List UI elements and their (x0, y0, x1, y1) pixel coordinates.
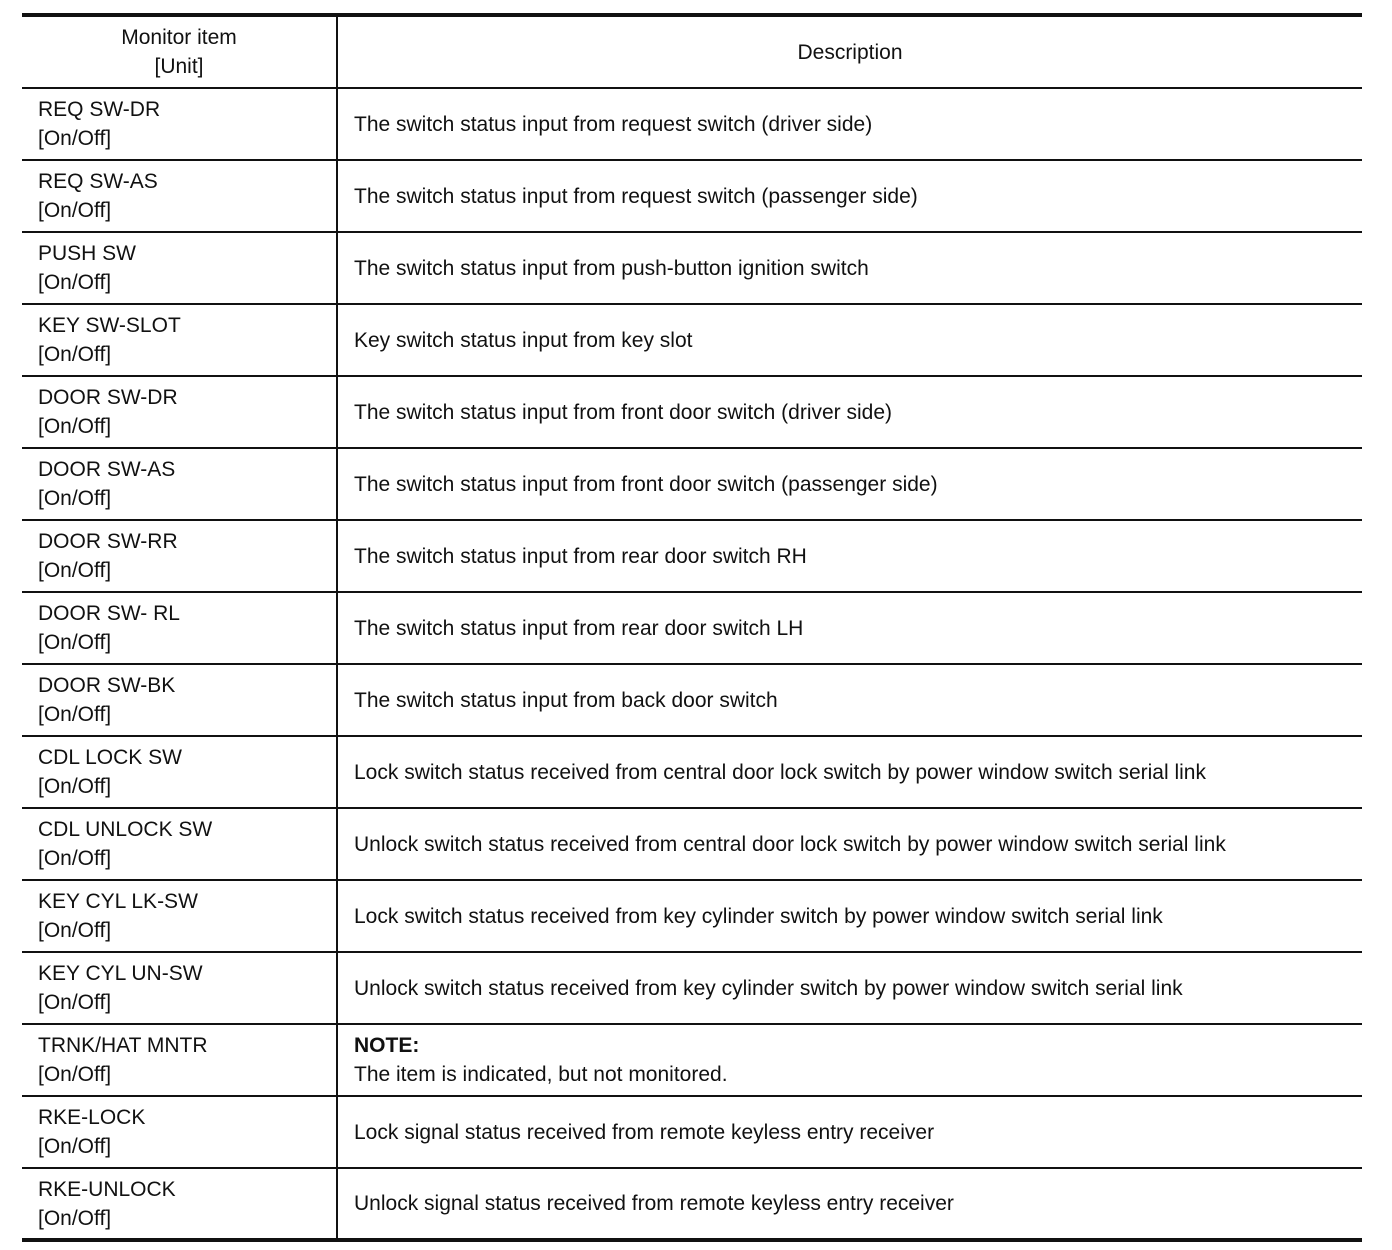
description-cell (337, 232, 1362, 304)
description-cell (337, 952, 1362, 1024)
description-text: The switch status input from rear door switch LH (354, 616, 804, 640)
table-row (22, 88, 1362, 160)
monitor-item-unit: [On/Off] (38, 1135, 112, 1158)
description-text: Unlock switch status received from central door lock switch by power window switch serial link (354, 832, 1226, 856)
monitor-item-cell (22, 664, 337, 736)
monitor-item-unit: [On/Off] (38, 487, 112, 510)
monitor-item-cell (22, 952, 337, 1024)
monitor-item-unit: [On/Off] (38, 919, 112, 942)
monitor-item-cell (22, 88, 337, 160)
monitor-item-unit: [On/Off] (38, 1063, 112, 1086)
monitor-item-unit: [On/Off] (38, 559, 112, 582)
table-row (22, 736, 1362, 808)
monitor-item-cell (22, 376, 337, 448)
table-row (22, 664, 1362, 736)
monitor-item-name: DOOR SW- RL (38, 602, 180, 625)
monitor-item-name: CDL LOCK SW (38, 746, 182, 769)
description-text: The switch status input from rear door switch RH (354, 544, 807, 568)
description-text: Unlock switch status received from key cylinder switch by power window switch serial link (354, 976, 1183, 1000)
monitor-item-cell (22, 304, 337, 376)
monitor-item-cell (22, 160, 337, 232)
description-text: The item is indicated, but not monitored. (354, 1063, 728, 1086)
table-row (22, 520, 1362, 592)
table-row (22, 1168, 1362, 1240)
monitor-item-cell (22, 1096, 337, 1168)
monitor-item-name: REQ SW-AS (38, 170, 158, 193)
table-row (22, 232, 1362, 304)
table-row (22, 592, 1362, 664)
description-text: The switch status input from back door switch (354, 688, 778, 712)
table-row (22, 376, 1362, 448)
description-cell (337, 448, 1362, 520)
monitor-item-unit: [On/Off] (38, 415, 112, 438)
monitor-item-name: TRNK/HAT MNTR (38, 1034, 208, 1057)
description-cell (337, 88, 1362, 160)
monitor-item-name: PUSH SW (38, 242, 137, 265)
monitor-item-unit: [On/Off] (38, 343, 112, 366)
table-body (22, 88, 1362, 1240)
description-cell (337, 664, 1362, 736)
monitor-item-cell (22, 520, 337, 592)
description-cell (337, 1096, 1362, 1168)
table-header (22, 15, 1362, 88)
monitor-item-name: DOOR SW-BK (38, 674, 176, 697)
monitor-item-cell (22, 592, 337, 664)
description-cell (337, 160, 1362, 232)
monitor-item-cell (22, 448, 337, 520)
monitor-item-cell (22, 808, 337, 880)
table-row (22, 880, 1362, 952)
description-cell (337, 1168, 1362, 1240)
description-cell (337, 808, 1362, 880)
monitor-item-unit: [On/Off] (38, 847, 112, 870)
description-text: Lock signal status received from remote keyless entry receiver (354, 1120, 935, 1144)
monitor-item-cell (22, 1168, 337, 1240)
description-cell (337, 880, 1362, 952)
monitor-item-name: CDL UNLOCK SW (38, 818, 213, 841)
monitor-item-name: RKE-LOCK (38, 1106, 146, 1129)
monitor-item-name: KEY CYL UN-SW (38, 962, 203, 985)
monitor-item-name: RKE-UNLOCK (38, 1178, 176, 1201)
monitor-item-unit: [On/Off] (38, 1207, 112, 1230)
monitor-item-name: KEY SW-SLOT (38, 314, 181, 337)
description-text: The switch status input from front door switch (passenger side) (354, 472, 938, 496)
table-row (22, 448, 1362, 520)
note-label: NOTE: (354, 1034, 420, 1057)
table-row (22, 160, 1362, 232)
header-unit-label: [Unit] (154, 55, 204, 78)
description-text: Lock switch status received from central door lock switch by power window switch serial link (354, 760, 1206, 784)
monitor-item-cell (22, 232, 337, 304)
monitor-item-unit: [On/Off] (38, 703, 112, 726)
header-monitor-item (22, 15, 337, 88)
description-text: The switch status input from push-button ignition switch (354, 256, 869, 280)
table-row (22, 952, 1362, 1024)
description-text: Lock switch status received from key cylinder switch by power window switch serial link (354, 904, 1163, 928)
monitor-item-name: REQ SW-DR (38, 98, 161, 121)
description-text: Unlock signal status received from remote keyless entry receiver (354, 1192, 954, 1215)
description-text: The switch status input from request switch (passenger side) (354, 184, 918, 208)
monitor-item-table (22, 13, 1362, 1242)
description-cell (337, 592, 1362, 664)
description-cell (337, 376, 1362, 448)
monitor-item-unit: [On/Off] (38, 271, 112, 294)
header-row (22, 15, 1362, 88)
description-text: The switch status input from front door switch (driver side) (354, 400, 893, 424)
monitor-item-name: DOOR SW-AS (38, 458, 176, 481)
description-cell (337, 1024, 1362, 1096)
table-row (22, 1024, 1362, 1096)
description-text: The switch status input from request switch (driver side) (354, 112, 873, 136)
monitor-item-name: DOOR SW-RR (38, 530, 178, 553)
description-cell (337, 520, 1362, 592)
monitor-item-cell (22, 880, 337, 952)
monitor-item-unit: [On/Off] (38, 127, 112, 150)
table-row (22, 808, 1362, 880)
header-monitor-item-label: Monitor item (121, 26, 237, 49)
monitor-item-unit: [On/Off] (38, 631, 112, 654)
description-cell (337, 304, 1362, 376)
header-description: Description (337, 15, 1362, 88)
monitor-item-name: KEY CYL LK-SW (38, 890, 198, 913)
monitor-item-unit: [On/Off] (38, 199, 112, 222)
table-row (22, 304, 1362, 376)
monitor-item-name: DOOR SW-DR (38, 386, 178, 409)
monitor-item-unit: [On/Off] (38, 775, 112, 798)
description-cell (337, 736, 1362, 808)
monitor-item-cell (22, 1024, 337, 1096)
monitor-item-cell (22, 736, 337, 808)
table-row (22, 1096, 1362, 1168)
description-text: Key switch status input from key slot (354, 328, 693, 352)
monitor-item-unit: [On/Off] (38, 991, 112, 1014)
